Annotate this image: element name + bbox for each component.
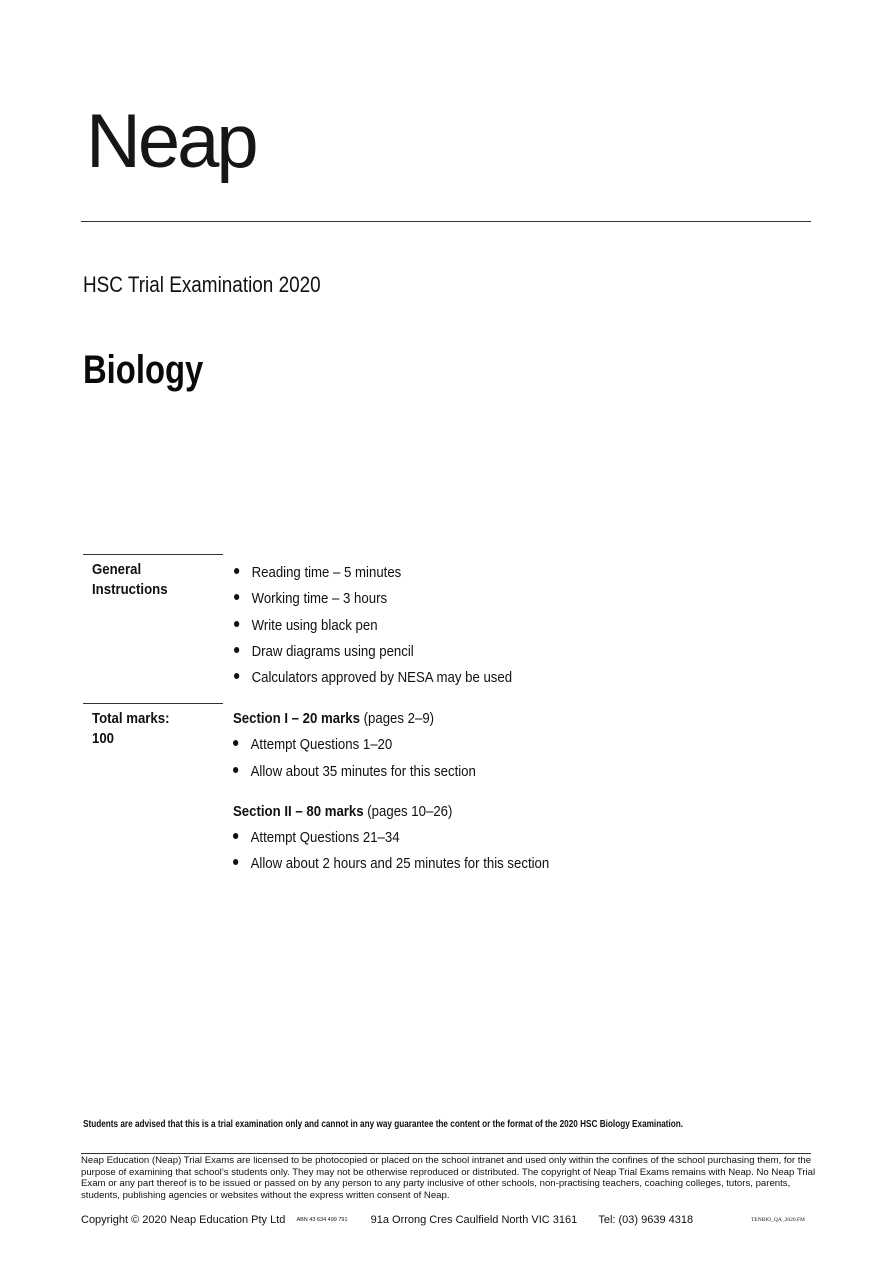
bullet-icon (234, 621, 239, 627)
list-item: Reading time – 5 minutes (234, 564, 401, 581)
list-item: Working time – 3 hours (234, 590, 387, 607)
section-1-heading: Section I – 20 marks (pages 2–9) (233, 710, 435, 727)
list-item: Allow about 35 minutes for this section (233, 763, 476, 780)
telephone: Tel: (03) 9639 4318 (598, 1214, 694, 1226)
trial-advice: Students are advised that this is a trial examination only and cannot in any way guarantee the content or the format of the 2020 HSC Biology Examination. (83, 1119, 684, 1130)
general-instructions-label: General Instructions (92, 561, 168, 598)
list-item: Attempt Questions 1–20 (233, 736, 392, 753)
bullet-icon (234, 594, 239, 600)
list-item: Draw diagrams using pencil (234, 643, 414, 660)
licence-text: Neap Education (Neap) Trial Exams are licensed to be photocopied or placed on the school intranet and used only within the confines of the school purchasing them, for the purpose of examining that school’s students only. They may not be otherwise reproduced or distributed. The copyright of Neap Trial Exams remains with Neap. No Neap Trial Exam or any part thereof is to be issued or passed on by any person to any party inclusive of other schools, non-practising teachers, coaching colleges, tutors, parents, students, publishing agencies or websites without the express written consent of Neap. (81, 1155, 816, 1201)
subject-title: Biology (83, 348, 204, 392)
list-item: Write using black pen (234, 617, 378, 634)
address: 91a Orrong Cres Caulfield North VIC 3161 (370, 1214, 578, 1226)
bullet-icon (233, 859, 238, 865)
list-item: Attempt Questions 21–34 (233, 829, 400, 846)
bullet-icon (234, 673, 239, 679)
instructions-divider (83, 554, 223, 555)
header-divider (81, 221, 811, 222)
exam-title: HSC Trial Examination 2020 (83, 272, 321, 297)
bullet-icon (233, 833, 238, 839)
abn: ABN 43 634 499 791 (296, 1217, 348, 1224)
bullet-icon (233, 740, 238, 746)
footer-divider (81, 1153, 811, 1154)
list-item: Allow about 2 hours and 25 minutes for this section (233, 855, 549, 872)
copyright: Copyright © 2020 Neap Education Pty Ltd (81, 1214, 286, 1226)
section-2-heading: Section II – 80 marks (pages 10–26) (233, 803, 453, 820)
list-item: Calculators approved by NESA may be used (234, 669, 512, 686)
total-marks-divider (83, 703, 223, 704)
footer-contact (81, 1214, 693, 1226)
neap-logo: Neap (86, 99, 256, 184)
bullet-icon (234, 647, 239, 653)
bullet-icon (233, 767, 238, 773)
bullet-icon (234, 568, 239, 574)
document-code: TENBIO_QA_2020.FM (751, 1217, 805, 1223)
total-marks-label: Total marks: 100 (92, 710, 170, 747)
